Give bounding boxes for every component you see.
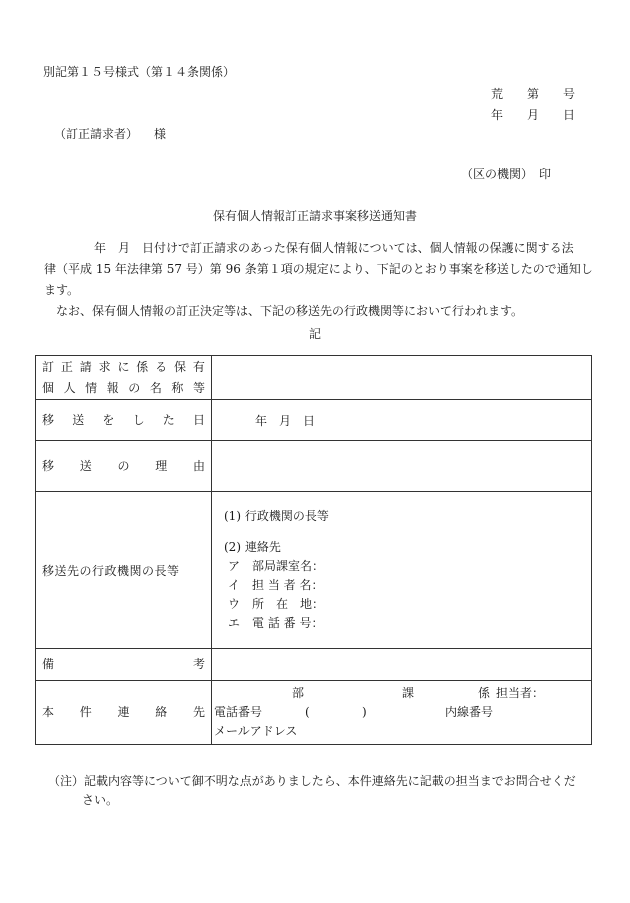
body-paragraph xyxy=(44,238,592,322)
doc-number-prefix: 荒 xyxy=(491,87,504,101)
footnote xyxy=(48,772,593,810)
value-transfer-date[interactable]: 年 月 日 xyxy=(212,400,592,441)
addressee: （訂正請求者） xyxy=(54,127,139,141)
table-row-contact xyxy=(36,681,592,745)
label-remarks: 備 考 xyxy=(36,649,212,681)
contact-person: イ 担 当 者 名： xyxy=(228,578,324,592)
contact-dept: 部 xyxy=(292,686,305,700)
contact-phone-label: 電話番号 xyxy=(214,705,263,719)
table-row-transfer-reason xyxy=(36,441,592,492)
contact-unit: 係 xyxy=(478,686,491,700)
destination-head: (1) 行政機関の長等 xyxy=(224,509,329,523)
form-label: 別記第１５号様式（第１４条関係） xyxy=(43,65,236,79)
doc-number-dai: 第 xyxy=(526,87,539,101)
date-year: 年 xyxy=(491,108,504,122)
value-contact[interactable] xyxy=(212,681,592,745)
phone-paren-open: ( xyxy=(305,705,310,719)
seal-mark: 印 xyxy=(539,167,552,181)
label-information-name: 訂 正 請 求 に 係 る 保 有 個 人 情 報 の 名 称 等 xyxy=(36,356,212,400)
issuer: （区の機関） xyxy=(461,167,534,181)
contact-phone: エ 電 話 番 号： xyxy=(228,616,324,630)
contact-section: 課 xyxy=(402,686,415,700)
date-day: 日 xyxy=(562,108,575,122)
contact-department: ア 部局課室名： xyxy=(228,559,325,573)
value-information-name[interactable] xyxy=(212,356,592,400)
contact-extension-label: 内線番号 xyxy=(445,705,494,719)
label-transfer-reason: 移 送 の 理 由 xyxy=(36,441,212,492)
body-line-2: 律（平成 15 年法律第 57 号）第 96 条第１項の規定により、下記のとおり事案を移送したので通知し xyxy=(44,262,593,276)
footnote-line-2: さい。 xyxy=(82,793,119,807)
doc-number-go: 号 xyxy=(562,87,575,101)
contact-person-label: 担当者： xyxy=(496,686,545,700)
phone-paren-close: ) xyxy=(362,705,367,719)
date-month: 月 xyxy=(526,108,539,122)
footnote-label: （注） xyxy=(48,774,85,788)
document-number xyxy=(491,86,575,102)
addressee-honorific: 様 xyxy=(154,127,167,141)
label-destination: 移送先の行政機関の長等 xyxy=(36,492,212,649)
document-title: 保有個人情報訂正請求事案移送通知書 xyxy=(212,209,417,223)
document-date xyxy=(491,107,575,123)
label-contact: 本 件 連 絡 先 xyxy=(36,681,212,745)
contact-email-label: メールアドレス xyxy=(214,724,298,738)
value-transfer-reason[interactable] xyxy=(212,441,592,492)
table-row-remarks xyxy=(36,649,592,681)
table-row-information-name xyxy=(36,356,592,400)
contact-address: ウ 所 在 地： xyxy=(228,597,325,611)
contact-heading: (2) 連絡先 xyxy=(224,540,281,554)
table-row-transfer-date xyxy=(36,400,592,441)
footnote-line-1: 記載内容等について御不明な点がありましたら、本件連絡先に記載の担当までお問合せくだ xyxy=(84,774,576,788)
table-row-destination xyxy=(36,492,592,649)
body-line-3: ます。 xyxy=(44,283,80,297)
value-remarks[interactable] xyxy=(212,649,592,681)
transfer-details-table xyxy=(35,355,592,745)
ki-heading: 記 xyxy=(308,327,321,341)
body-line-1: 年 月 日付けで訂正請求のあった保有個人情報については、個人情報の保護に関する法 xyxy=(94,241,574,255)
body-line-4: なお、保有個人情報の訂正決定等は、下記の移送先の行政機関等において行われます。 xyxy=(56,304,524,318)
label-transfer-date: 移 送 を し た 日 xyxy=(36,400,212,441)
value-destination[interactable] xyxy=(212,492,592,649)
